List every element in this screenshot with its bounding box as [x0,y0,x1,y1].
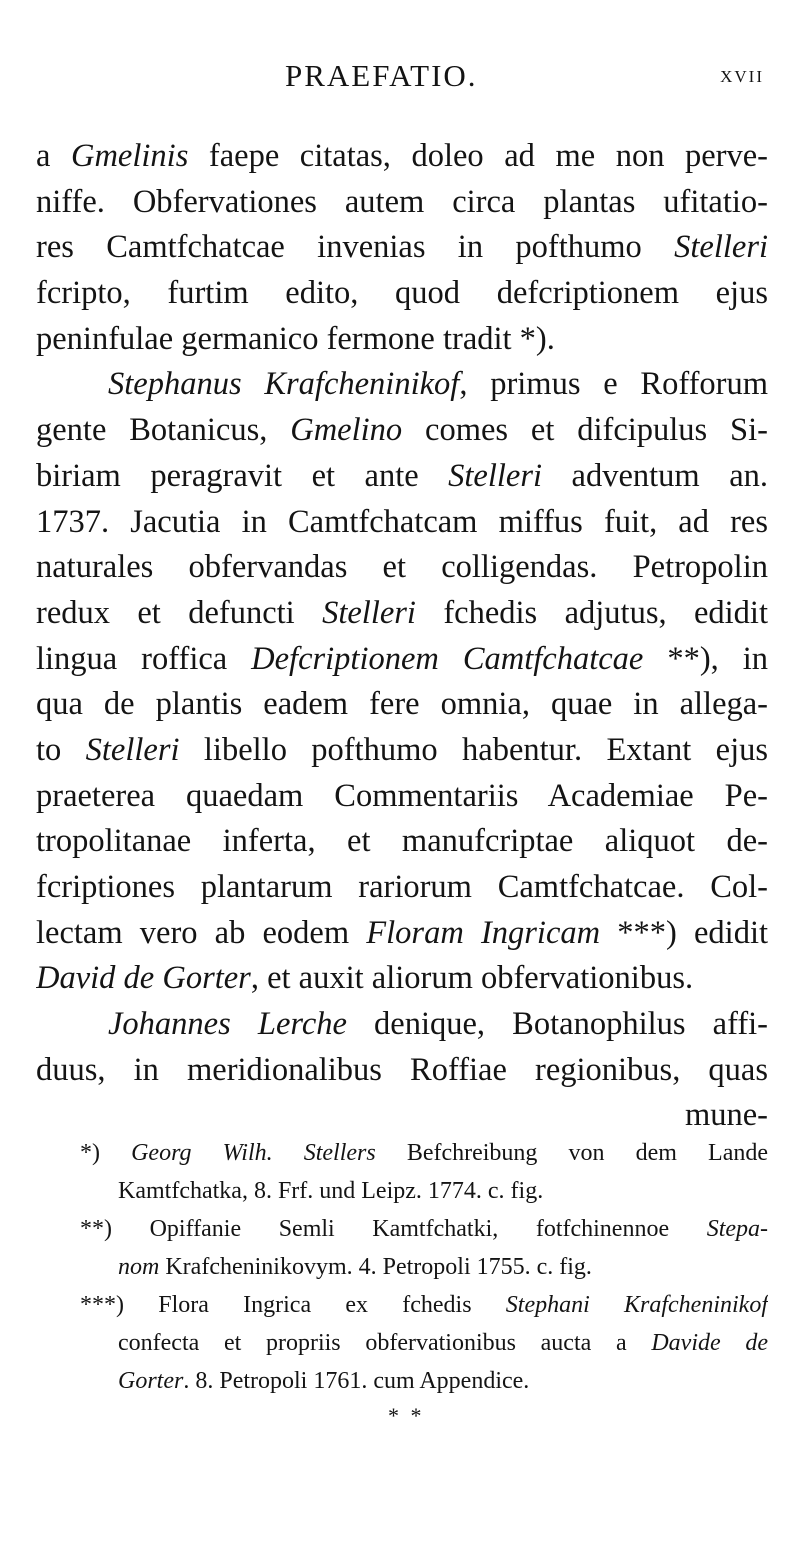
footnote-line [36,1210,768,1248]
text-segment: , primus e Rofforum [459,366,768,403]
text-segment: niffe. Obfervationes autem circa plantas ufitatio- [36,183,768,220]
italic-text: Davide de [651,1330,768,1356]
text-line [36,362,768,408]
text-line [36,819,768,865]
text-segment: lingua roffica [36,640,252,677]
text-line [36,865,768,911]
text-segment: denique, Botanophilus affi- [346,1006,768,1043]
italic-text: Stelleri [448,457,543,494]
italic-text: nom [118,1254,160,1280]
text-line [36,454,768,500]
text-line [36,225,768,271]
text-segment: Kamtfchatka, 8. Frf. und Leipz. 1774. c. fig. [118,1178,544,1204]
text-segment: confecta et propriis obfervationibus aucta a [118,1330,652,1356]
italic-text: Gorter [118,1368,184,1394]
text-line [36,682,768,728]
text-segment: 1737. Jacutia in Camtfchatcam miffus fuit, ad res [36,503,768,540]
page-number: xvii [720,62,764,88]
text-line [36,956,768,1002]
text-segment: mune- [684,1097,768,1134]
text-segment: Befchreibung von dem Lande [375,1140,768,1166]
page-header [0,58,800,98]
italic-text: Stelleri [322,594,416,631]
text-segment: libello pofthumo habentur. Extant ejus [179,731,768,768]
text-segment: redux et defuncti [36,594,323,631]
text-segment: *) [80,1140,132,1166]
text-segment: fcriptiones plantarum rariorum Camtfchatcae. Col- [36,869,768,905]
footnote-line [36,1324,768,1362]
running-head: PRAEFATIO. [285,58,478,93]
italic-text: Stephani Krafcheninikof [505,1292,768,1318]
text-line [36,408,768,454]
text-segment: naturales obfervandas et colligendas. Petropolin [36,549,768,586]
footnote-line [36,1172,768,1210]
text-line [36,774,768,820]
text-segment: Krafcheninikovym. 4. Petropoli 1755. c. fig. [159,1254,592,1280]
text-line [36,637,768,683]
text-segment: faepe citatas, doleo ad me non perve- [188,138,768,174]
catchword [36,1093,768,1139]
italic-text: Johannes Lerche [108,1006,347,1043]
text-segment: fchedis adjutus, edidit [415,594,768,631]
text-line [36,591,768,637]
footnote-line [36,1362,768,1400]
text-line [36,317,768,363]
text-segment: tropolitanae inferta, et manufcriptae aliquot de- [36,823,768,860]
text-segment: lectam vero ab eodem [36,914,367,951]
italic-text: Gmelino [290,412,403,449]
text-segment: **) Opiffanie Semli Kamtfchatki, fotfchinennoe [80,1216,707,1242]
italic-text: Stelleri [674,229,768,266]
text-segment: adventum an. [542,457,768,494]
text-segment: to [36,731,86,768]
text-segment: **), in [643,640,768,677]
text-line [36,545,768,591]
signature-mark: * * [388,1403,425,1428]
text-line [36,500,768,546]
text-segment: qua de plantis eadem fere omnia, quae in allega- [36,686,768,723]
text-segment: a [36,138,71,174]
text-segment: fcripto, furtim edito, quod defcriptionem ejus [36,275,768,312]
text-segment: praeterea quaedam Commentariis Academiae Pe- [36,777,768,814]
italic-text: Stelleri [85,731,180,768]
italic-text: Georg Wilh. Stellers [131,1140,376,1166]
italic-text: Defcriptionem Camtfchatcae [251,640,644,677]
footnote-line [36,1248,768,1286]
footnote-line [36,1286,768,1324]
italic-text: Stepa- [706,1216,768,1242]
text-segment: duus, in meridionalibus Roffiae regionibus, quas [36,1051,768,1088]
text-line [36,271,768,317]
text-segment: gente Botanicus, [36,412,291,449]
text-segment: comes et difcipulus Si- [402,412,768,449]
text-segment: , et auxit aliorum obfervationibus. [250,960,694,997]
italic-text: Gmelinis [70,138,189,174]
italic-text: Floram Ingricam [366,914,601,951]
text-line [36,134,768,180]
text-segment: biriam peragravit et ante [36,457,449,494]
footnotes [36,1134,768,1400]
text-segment: res Camtfchatcae invenias in pofthumo [36,229,675,266]
footnote-line [36,1134,768,1172]
text-segment: . 8. Petropoli 1761. cum Appendice. [183,1368,530,1394]
text-line [36,728,768,774]
italic-text: David de Gorter [36,960,251,997]
text-line [36,180,768,226]
text-line [36,911,768,957]
text-segment: peninfulae germanico fermone tradit *). [36,320,555,357]
text-line [36,1002,768,1048]
italic-text: Stephanus Krafcheninikof [108,366,460,403]
text-segment: ***) edidit [600,914,768,951]
text-segment: ***) Flora Ingrica ex fchedis [80,1292,506,1318]
main-text [36,134,768,1139]
text-line [36,1048,768,1094]
